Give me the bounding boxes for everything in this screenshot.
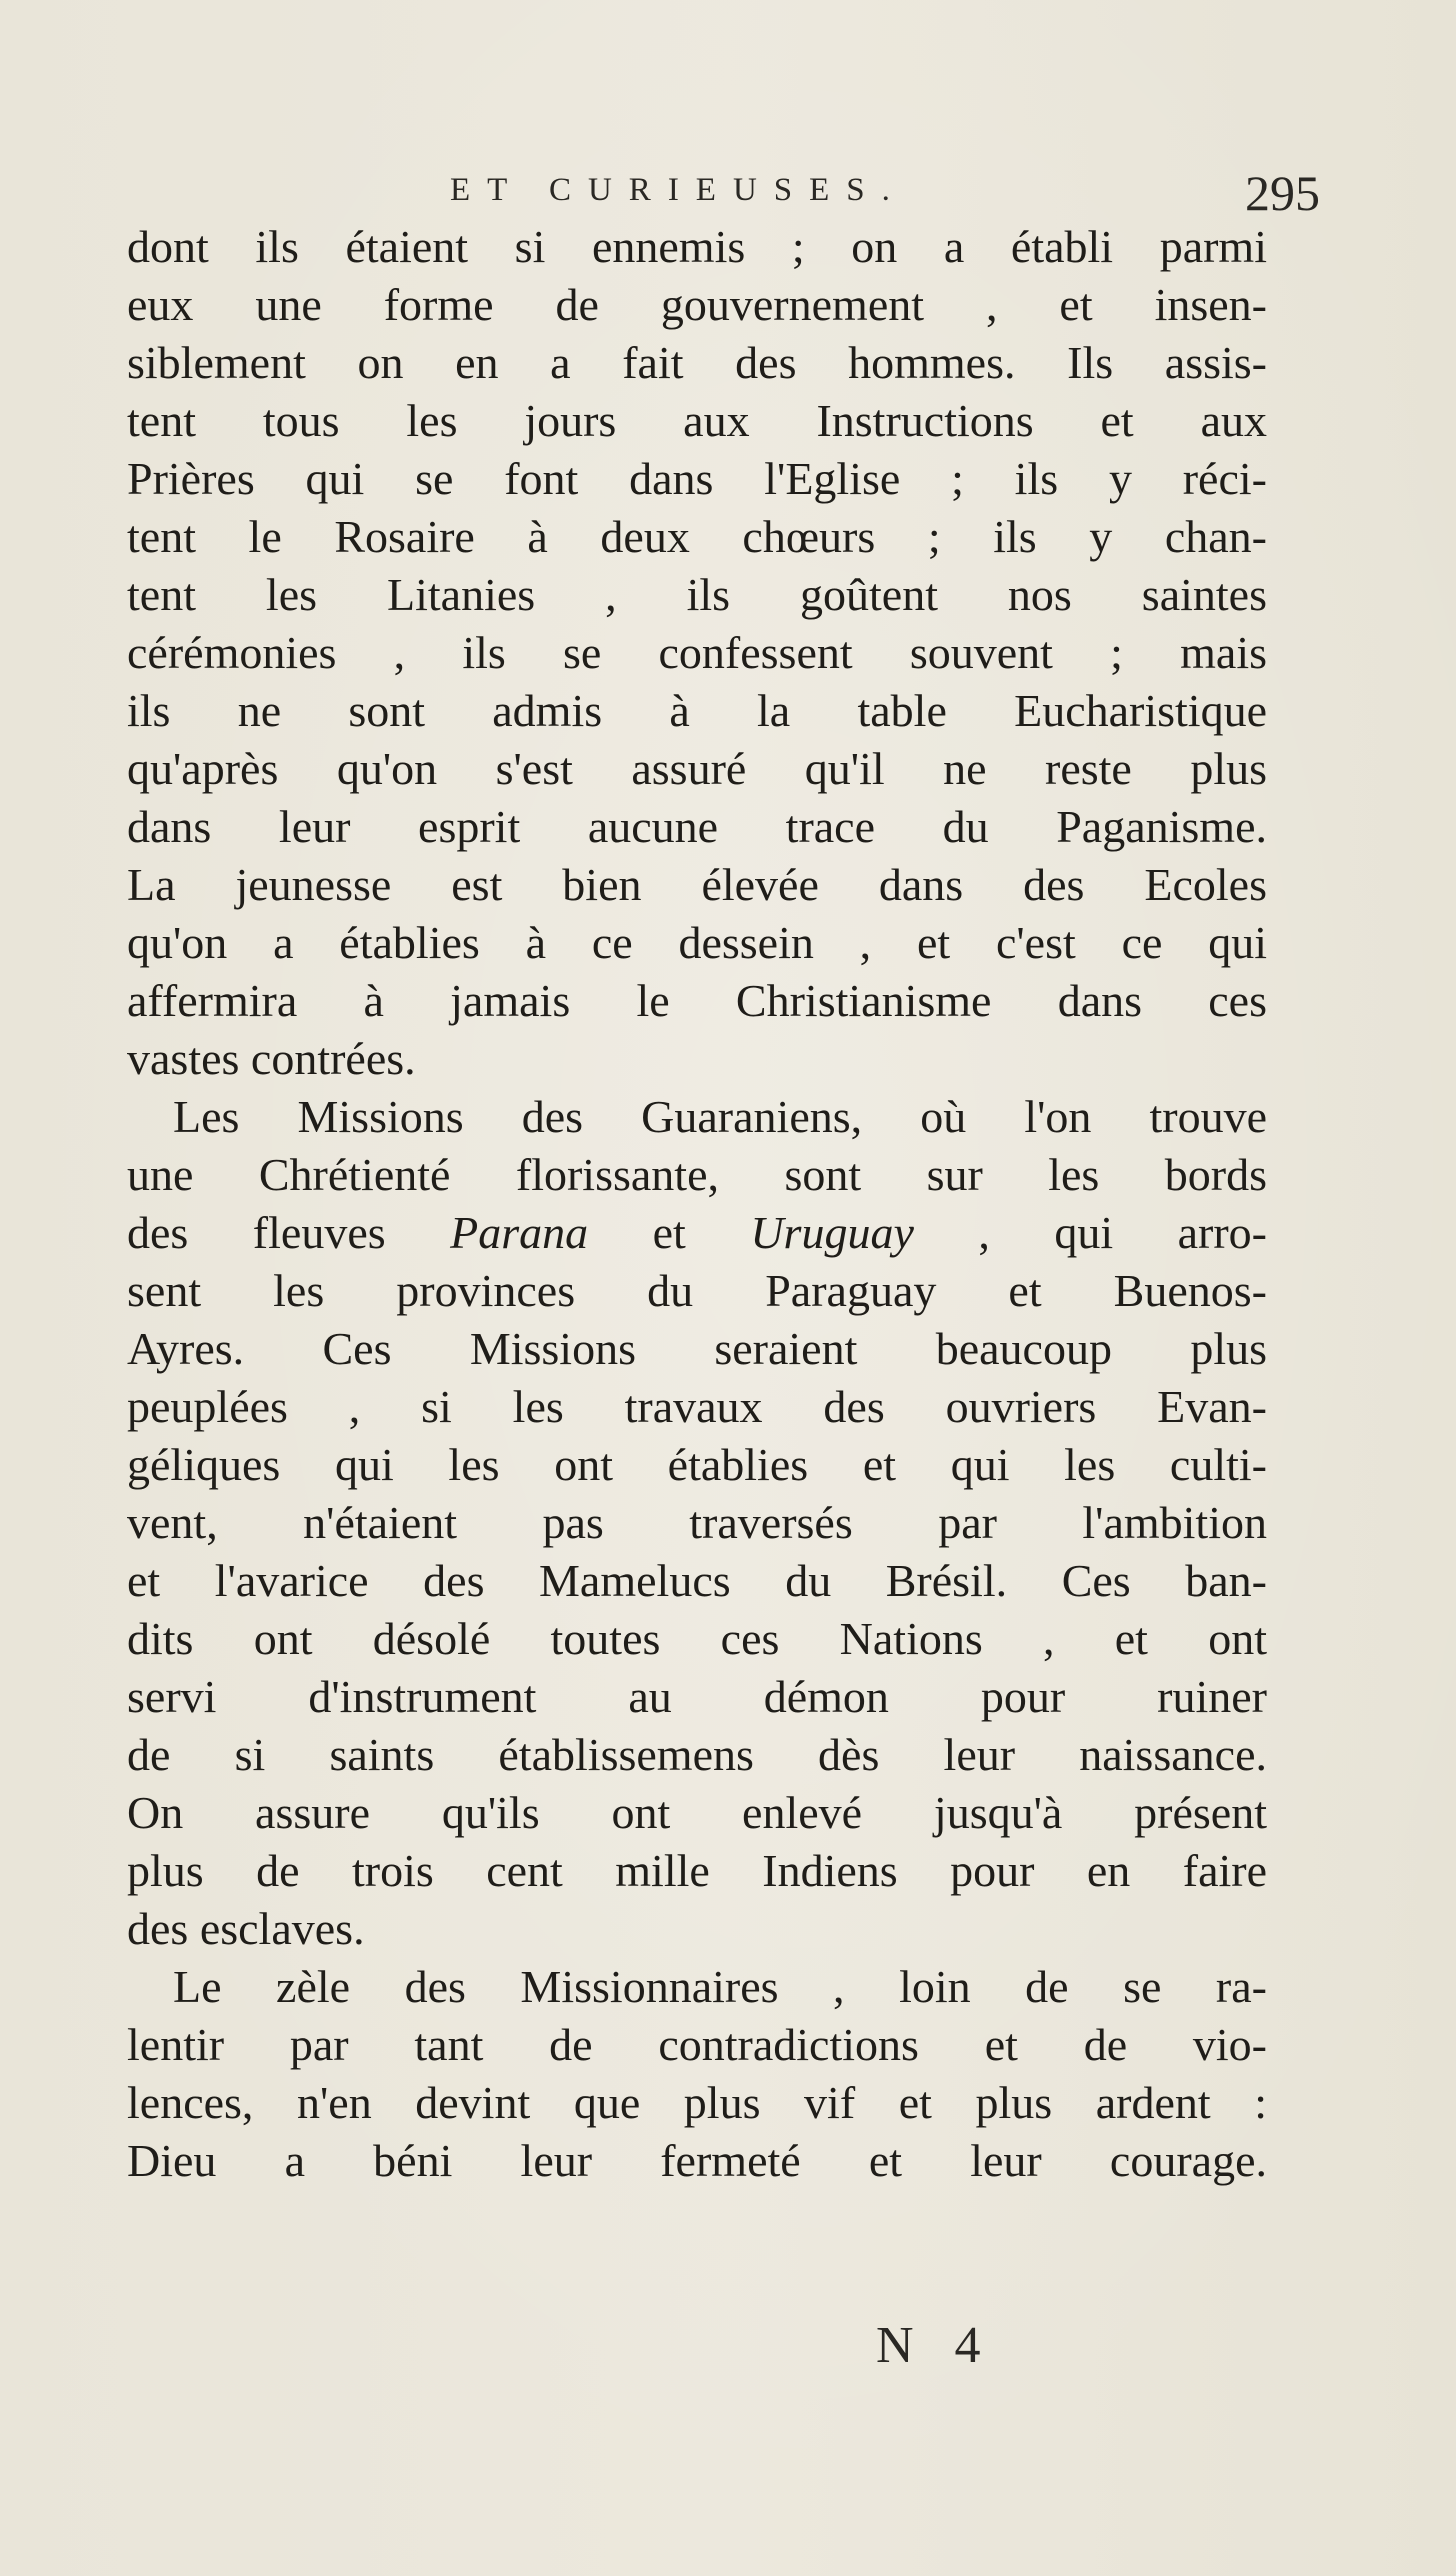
- text-line: dans leur esprit aucune trace du Paganisme.: [127, 801, 1267, 852]
- text-line: de si saints établissemens dès leur naissance.: [127, 1729, 1267, 1780]
- text-line: une Chrétienté florissante, sont sur les bords: [127, 1149, 1267, 1200]
- text-line: dits ont désolé toutes ces Nations , et ont: [127, 1613, 1267, 1664]
- paragraph-start-line: Les Missions des Guaraniens, où l'on trouve: [173, 1091, 1267, 1142]
- text-line: qu'on a établies à ce dessein , et c'est ce qui: [127, 917, 1267, 968]
- text-segment: des fleuves: [127, 1207, 451, 1258]
- text-line: servi d'instrument au démon pour ruiner: [127, 1671, 1267, 1722]
- text-line: sent les provinces du Paraguay et Buenos-: [127, 1265, 1267, 1316]
- text-line: vastes contrées.: [127, 1033, 416, 1084]
- text-line: tent les Litanies , ils goûtent nos saintes: [127, 569, 1267, 620]
- text-line-with-italics: [127, 1204, 1267, 1262]
- text-line: géliques qui les ont établies et qui les culti-: [127, 1439, 1267, 1490]
- text-line: Ayres. Ces Missions seraient beaucoup plus: [127, 1323, 1267, 1374]
- page-number: 295: [1245, 165, 1320, 221]
- text-line: qu'après qu'on s'est assuré qu'il ne reste plus: [127, 743, 1267, 794]
- body-text: [127, 218, 1267, 2190]
- italic-river-name: Uruguay: [750, 1207, 914, 1258]
- text-line: Prières qui se font dans l'Eglise ; ils y réci-: [127, 453, 1267, 504]
- italic-river-name: Parana: [450, 1207, 589, 1258]
- paragraph-start-line: Le zèle des Missionnaires , loin de se ra-: [173, 1961, 1267, 2012]
- text-line: eux une forme de gouvernement , et insen-: [127, 279, 1267, 330]
- text-segment: , qui arro-: [913, 1207, 1267, 1258]
- text-line: et l'avarice des Mamelucs du Brésil. Ces ban-: [127, 1555, 1267, 1606]
- signature-mark: N 4: [876, 2317, 995, 2374]
- text-line: On assure qu'ils ont enlevé jusqu'à présent: [127, 1787, 1267, 1838]
- text-line: peuplées , si les travaux des ouvriers Evan-: [127, 1381, 1267, 1432]
- text-line: Dieu a béni leur fermeté et leur courage.: [127, 2135, 1267, 2186]
- text-line: cérémonies , ils se confessent souvent ; mais: [127, 627, 1267, 678]
- text-line: ils ne sont admis à la table Eucharistique: [127, 685, 1267, 736]
- text-line: lentir par tant de contradictions et de vio-: [127, 2019, 1267, 2070]
- text-line: lences, n'en devint que plus vif et plus ardent :: [127, 2077, 1267, 2128]
- text-line: des esclaves.: [127, 1903, 365, 1954]
- text-line: siblement on en a fait des hommes. Ils assis-: [127, 337, 1267, 388]
- text-line: plus de trois cent mille Indiens pour en faire: [127, 1845, 1267, 1896]
- text-line: affermira à jamais le Christianisme dans ces: [127, 975, 1267, 1026]
- text-line: dont ils étaient si ennemis ; on a établi parmi: [127, 221, 1267, 272]
- text-segment: et: [588, 1207, 751, 1258]
- text-line: tent le Rosaire à deux chœurs ; ils y chan-: [127, 511, 1267, 562]
- running-title: ET CURIEUSES.: [450, 172, 907, 208]
- text-line: tent tous les jours aux Instructions et aux: [127, 395, 1267, 446]
- text-line: vent, n'étaient pas traversés par l'ambition: [127, 1497, 1267, 1548]
- text-line: La jeunesse est bien élevée dans des Ecoles: [127, 859, 1267, 910]
